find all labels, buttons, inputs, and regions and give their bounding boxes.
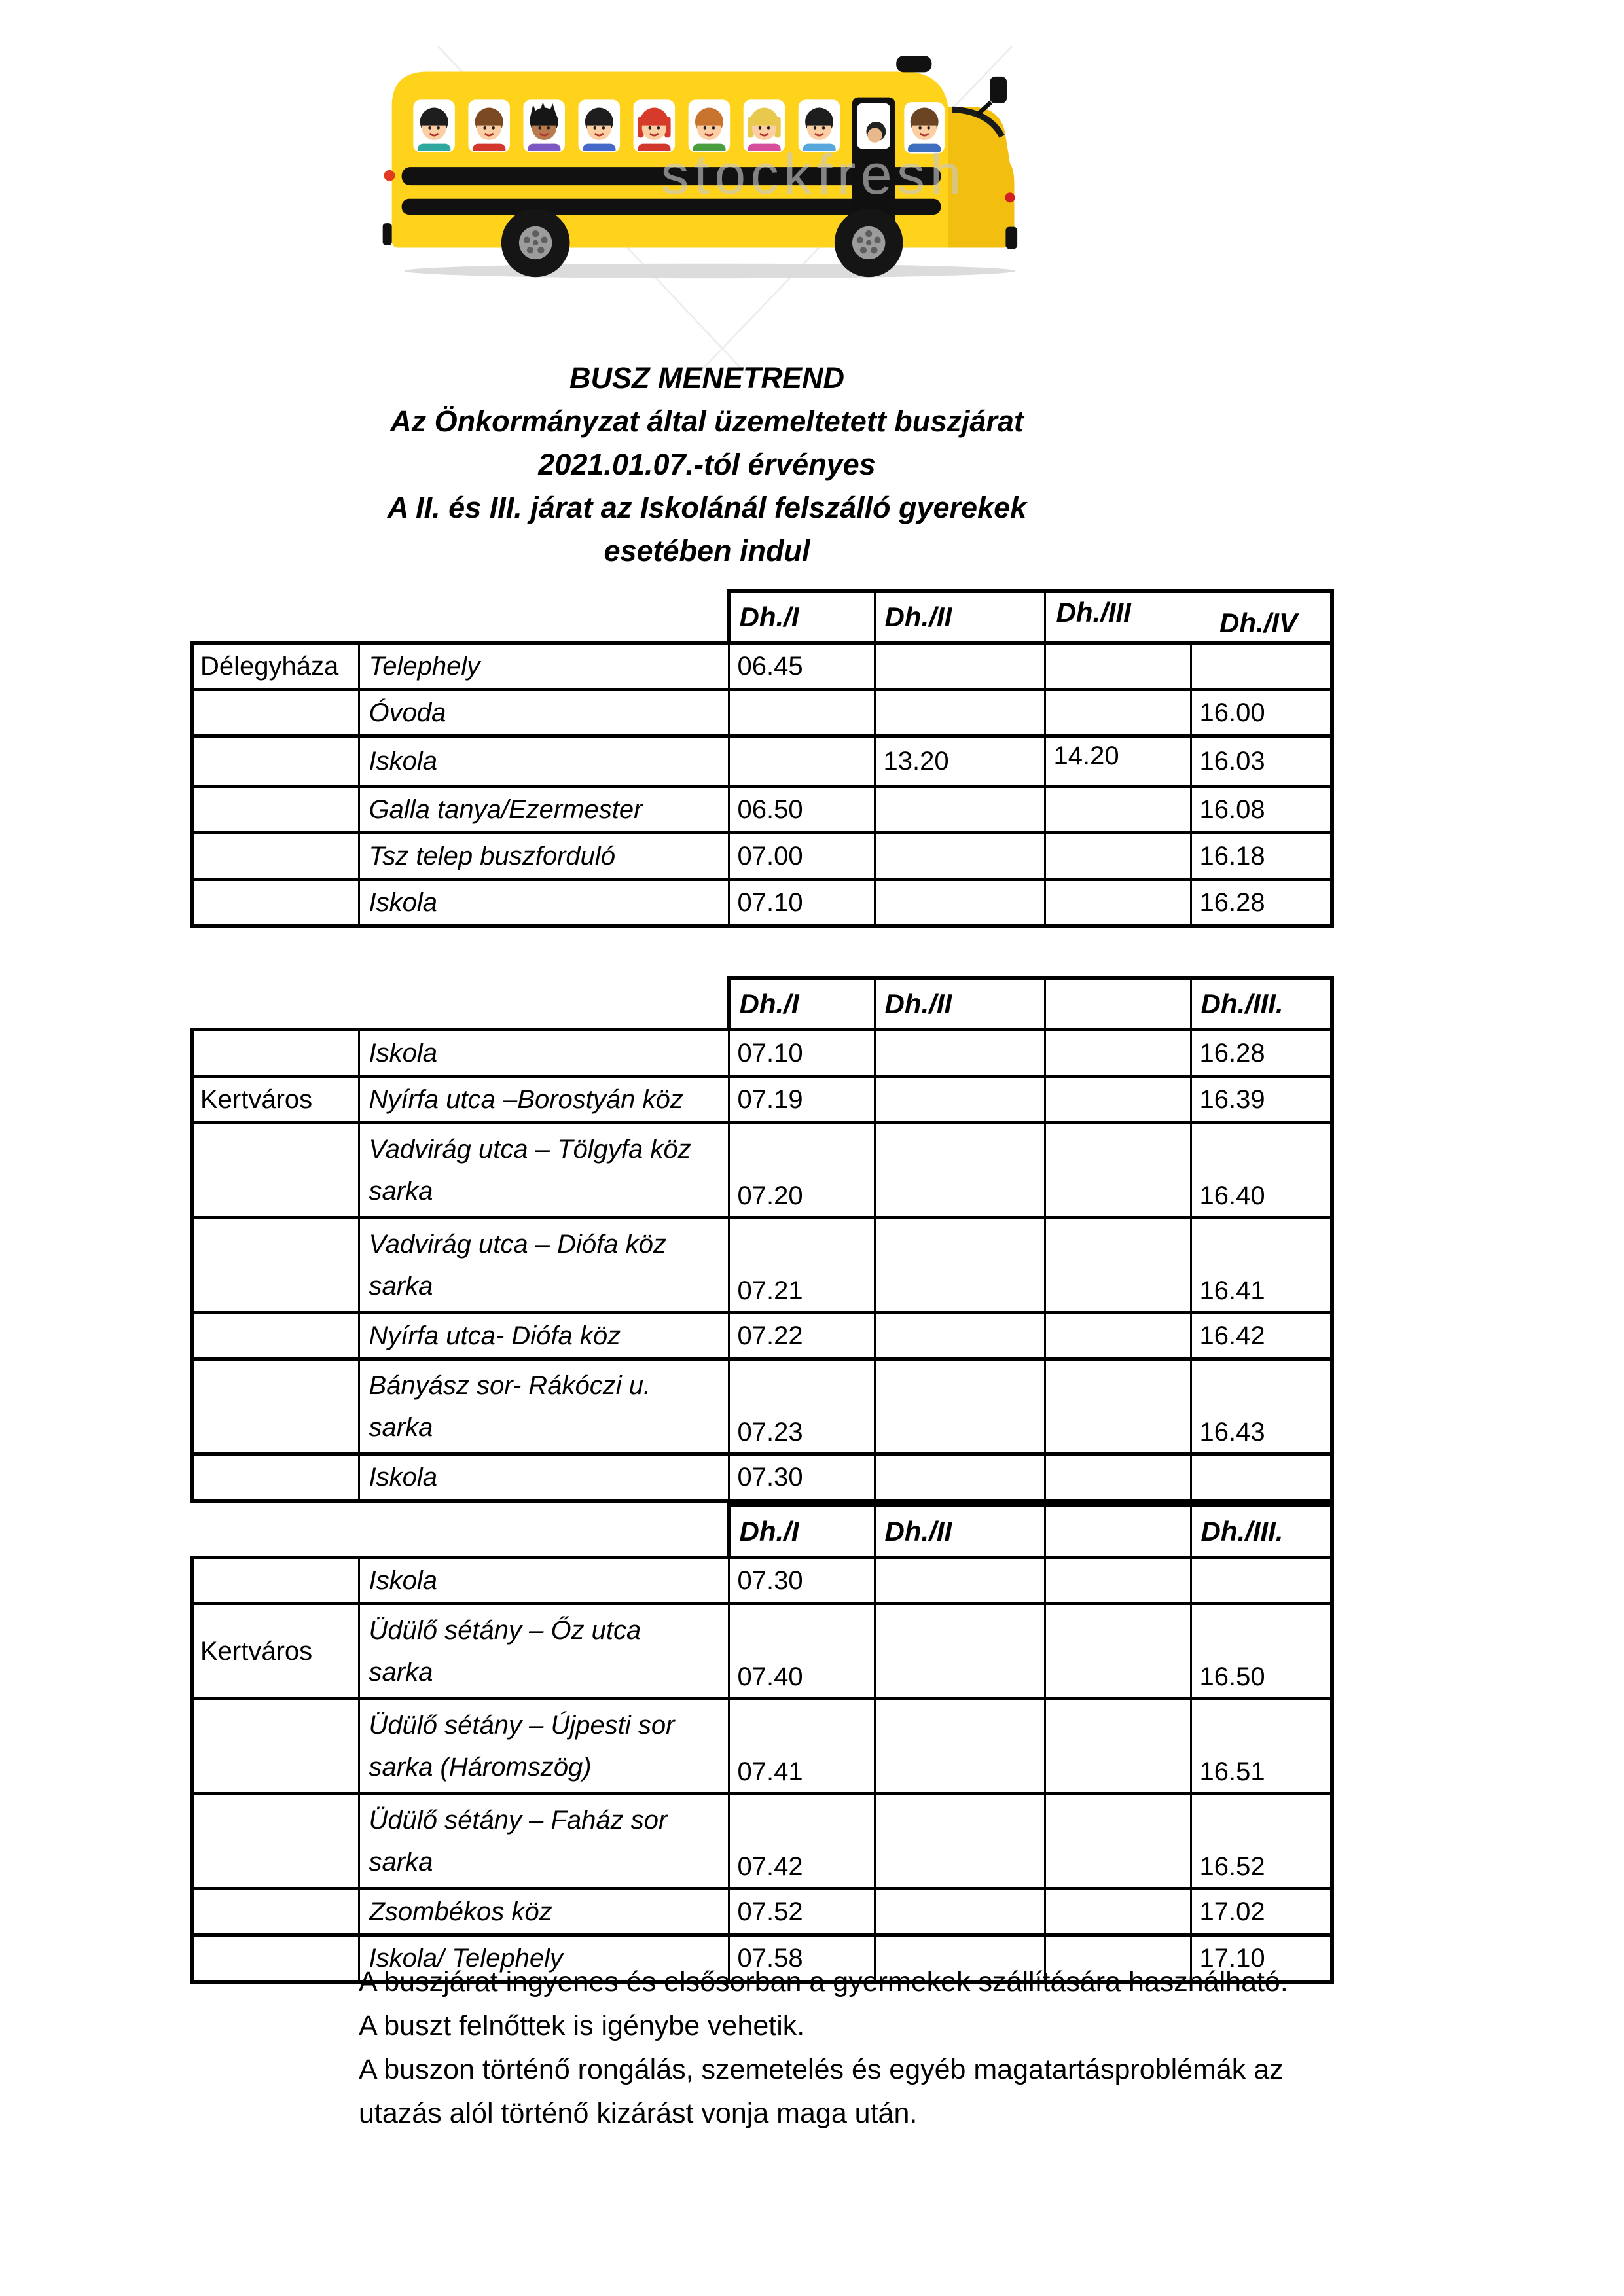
title-line-3: 2021.01.07.-tól érvényes [538, 448, 876, 481]
time-cell: 16.43 [1191, 1359, 1332, 1454]
time-cell: 16.50 [1191, 1604, 1332, 1699]
title-block [190, 357, 1224, 573]
time-cell [875, 643, 1045, 690]
time-cell: 07.30 [729, 1454, 875, 1501]
schedule-table-1 [190, 589, 1334, 928]
time-cell: 16.42 [1191, 1313, 1332, 1359]
header-spacer [192, 591, 359, 643]
school-bus-svg [380, 46, 1028, 374]
header-cell-label: Dh./IV [1219, 607, 1297, 638]
time-cell [1191, 643, 1332, 690]
time-cell [875, 1699, 1045, 1794]
area-cell [192, 1935, 359, 1982]
area-cell: Délegyháza [192, 643, 359, 690]
time-cell [1045, 1699, 1191, 1794]
time-cell [875, 880, 1045, 927]
time-cell [1045, 1454, 1191, 1501]
stop-cell: Nyírfa utca –Borostyán köz [359, 1077, 729, 1123]
table-row [192, 1889, 1332, 1935]
time-cell: 16.03 [1191, 736, 1332, 787]
area-cell [192, 1794, 359, 1889]
stop-name-line: sarka [369, 1658, 433, 1687]
header-cell: Dh./III. [1191, 1505, 1332, 1558]
stop-cell: Tsz telep buszforduló [359, 833, 729, 880]
area-cell [192, 1359, 359, 1454]
stop-cell: Telephely [359, 643, 729, 690]
time-cell: 16.28 [1191, 880, 1332, 927]
time-cell: 16.18 [1191, 833, 1332, 880]
area-cell [192, 1218, 359, 1313]
header-cell-label: Dh./III [1056, 597, 1131, 628]
stop-name-line: sarka [369, 1413, 433, 1442]
header-cell: Dh./II [875, 591, 1045, 643]
table-row [192, 1359, 1332, 1454]
time-cell [875, 1077, 1045, 1123]
time-cell [1045, 1077, 1191, 1123]
time-cell [875, 1030, 1045, 1077]
area-cell [192, 1030, 359, 1077]
bus-roof-marker [896, 56, 931, 72]
bus-rear-light [384, 170, 395, 181]
time-cell [1045, 1123, 1191, 1218]
time-cell [875, 833, 1045, 880]
table-row [192, 1699, 1332, 1794]
area-cell [192, 736, 359, 787]
time-cell [1045, 1794, 1191, 1889]
time-cell: 16.41 [1191, 1218, 1332, 1313]
time-cell [1045, 1218, 1191, 1313]
stop-cell [359, 1604, 729, 1699]
header-cell [1045, 978, 1191, 1030]
header-cell: Dh./II [875, 1505, 1045, 1558]
area-cell [192, 1558, 359, 1604]
time-cell: 07.42 [729, 1794, 875, 1889]
table-row [192, 1604, 1332, 1699]
stop-cell: Óvoda [359, 690, 729, 736]
stop-cell: Iskola [359, 880, 729, 927]
footer-notes [359, 1960, 1341, 2136]
stop-name-line: Üdülő sétány – Őz utca [369, 1616, 641, 1645]
table-row [192, 1218, 1332, 1313]
table-row [192, 1077, 1332, 1123]
area-cell [192, 1123, 359, 1218]
time-cell [1045, 690, 1191, 736]
table-row [192, 736, 1332, 787]
time-cell: 07.10 [729, 1030, 875, 1077]
time-cell: 07.21 [729, 1218, 875, 1313]
time-cell: 07.22 [729, 1313, 875, 1359]
time-cell: 16.00 [1191, 690, 1332, 736]
stop-cell: Iskola [359, 736, 729, 787]
stop-cell: Iskola [359, 1030, 729, 1077]
footer-line-4: utazás alól történő kizárást vonja maga után. [359, 2098, 918, 2129]
page-title: BUSZ MENETREND [569, 361, 844, 395]
bus-shadow [404, 264, 1015, 278]
header-cell [1045, 1505, 1191, 1558]
area-cell [192, 787, 359, 833]
area-cell [192, 833, 359, 880]
school-bus-illustration [380, 46, 1028, 374]
schedule-table-2 [190, 976, 1334, 1503]
table-row [192, 880, 1332, 927]
time-cell [1045, 833, 1191, 880]
title-line-2: Az Önkormányzat által üzemeltetett buszjárat [390, 404, 1024, 438]
stop-cell: Zsombékos köz [359, 1889, 729, 1935]
time-cell [875, 1558, 1045, 1604]
stop-name-line: Vadvirág utca – Tölgyfa köz [369, 1135, 691, 1164]
area-cell: Kertváros [192, 1604, 359, 1699]
header-cell: Dh./II [875, 978, 1045, 1030]
header-spacer [192, 978, 359, 1030]
stop-cell: Iskola [359, 1558, 729, 1604]
title-line-5: esetében indul [604, 534, 810, 567]
time-cell [875, 787, 1045, 833]
time-cell: 17.02 [1191, 1889, 1332, 1935]
time-cell: 13.20 [875, 736, 1045, 787]
bus-wheel [501, 209, 570, 278]
time-cell [1191, 1454, 1332, 1501]
time-cell [875, 1604, 1045, 1699]
stop-name-line: sarka [369, 1272, 433, 1300]
time-cell: 07.00 [729, 833, 875, 880]
stop-cell: Iskola/ Telephely [359, 1935, 729, 1982]
time-cell: 07.20 [729, 1123, 875, 1218]
table-row [192, 1558, 1332, 1604]
time-cell [875, 1889, 1045, 1935]
area-cell [192, 1454, 359, 1501]
time-cell: 16.40 [1191, 1123, 1332, 1218]
time-cell [1045, 1558, 1191, 1604]
header-cell-merged [1045, 591, 1332, 643]
time-cell: 16.39 [1191, 1077, 1332, 1123]
stop-name-line: Üdülő sétány – Faház sor [369, 1806, 668, 1835]
time-cell: 07.30 [729, 1558, 875, 1604]
area-cell [192, 1699, 359, 1794]
stop-cell: Iskola [359, 1454, 729, 1501]
table-row [192, 1794, 1332, 1889]
table-row [192, 1030, 1332, 1077]
time-cell [1045, 643, 1191, 690]
header-spacer [359, 1505, 729, 1558]
bus-front-bumper [1005, 227, 1017, 249]
time-cell: 16.28 [1191, 1030, 1332, 1077]
table-row [192, 643, 1332, 690]
stop-cell [359, 1359, 729, 1454]
stop-cell: Galla tanya/Ezermester [359, 787, 729, 833]
bus-wheel [835, 209, 903, 278]
header-spacer [359, 591, 729, 643]
header-cell: Dh./I [729, 978, 875, 1030]
table-row [192, 1313, 1332, 1359]
time-cell [875, 1218, 1045, 1313]
footer-line-3: A buszon történő rongálás, szemetelés és egyéb magatartásproblémák az [359, 2054, 1284, 2085]
header-cell: Dh./III. [1191, 978, 1332, 1030]
time-cell: 07.41 [729, 1699, 875, 1794]
time-cell: 14.20 [1045, 736, 1191, 787]
table-row [192, 833, 1332, 880]
time-cell [1045, 1604, 1191, 1699]
stop-cell: Nyírfa utca- Diófa köz [359, 1313, 729, 1359]
header-cell: Dh./I [729, 1505, 875, 1558]
title-line-4: A II. és III. járat az Iskolánál felszálló gyerekek [387, 491, 1027, 524]
time-cell [1045, 1313, 1191, 1359]
stop-name-line: Vadvirág utca – Diófa köz [369, 1230, 666, 1259]
stop-cell [359, 1123, 729, 1218]
stop-cell [359, 1794, 729, 1889]
time-cell [875, 1313, 1045, 1359]
stop-name-line: sarka (Háromszög) [369, 1753, 592, 1782]
stop-name-line: sarka [369, 1177, 433, 1206]
time-cell: 17.10 [1191, 1935, 1332, 1982]
area-cell: Kertváros [192, 1077, 359, 1123]
time-cell: 07.23 [729, 1359, 875, 1454]
watermark-text: stockfresh [660, 143, 966, 207]
stop-name-line: Bányász sor- Rákóczi u. [369, 1371, 651, 1400]
stop-name-line: Üdülő sétány – Újpesti sor [369, 1711, 675, 1740]
time-cell: 07.58 [729, 1935, 875, 1982]
time-cell: 16.52 [1191, 1794, 1332, 1889]
stop-cell [359, 1218, 729, 1313]
table-row [192, 690, 1332, 736]
table-row [192, 1123, 1332, 1218]
stop-cell [359, 1699, 729, 1794]
header-cell: Dh./I [729, 591, 875, 643]
time-cell: 07.40 [729, 1604, 875, 1699]
table-row [192, 1454, 1332, 1501]
bus-mirror-icon [977, 77, 1007, 115]
area-cell [192, 1313, 359, 1359]
time-cell [729, 690, 875, 736]
stop-name-line: sarka [369, 1848, 433, 1876]
header-spacer [192, 1505, 359, 1558]
time-cell [1045, 787, 1191, 833]
bus-rear-bumper [383, 223, 392, 245]
area-cell [192, 880, 359, 927]
time-cell [875, 690, 1045, 736]
time-cell: 16.51 [1191, 1699, 1332, 1794]
time-cell [729, 736, 875, 787]
time-cell [875, 1454, 1045, 1501]
time-cell [1045, 880, 1191, 927]
footer-line-1: A buszjárat ingyenes és elsősorban a gyermekek szállítására használható. [359, 1966, 1288, 1998]
time-cell [875, 1359, 1045, 1454]
table-row [192, 787, 1332, 833]
time-cell: 06.45 [729, 643, 875, 690]
time-cell [1045, 1359, 1191, 1454]
time-cell [1045, 1889, 1191, 1935]
time-cell [1191, 1558, 1332, 1604]
time-cell: 07.52 [729, 1889, 875, 1935]
footer-line-2: A buszt felnőttek is igénybe vehetik. [359, 2010, 805, 2041]
bus-front-light [1005, 192, 1015, 202]
time-cell [1045, 1030, 1191, 1077]
time-cell: 07.19 [729, 1077, 875, 1123]
area-cell [192, 690, 359, 736]
time-cell: 06.50 [729, 787, 875, 833]
time-cell [875, 1794, 1045, 1889]
time-cell: 16.08 [1191, 787, 1332, 833]
area-cell [192, 1889, 359, 1935]
time-cell [875, 1123, 1045, 1218]
schedule-table-3 [190, 1503, 1334, 1984]
header-spacer [359, 978, 729, 1030]
time-cell: 07.10 [729, 880, 875, 927]
